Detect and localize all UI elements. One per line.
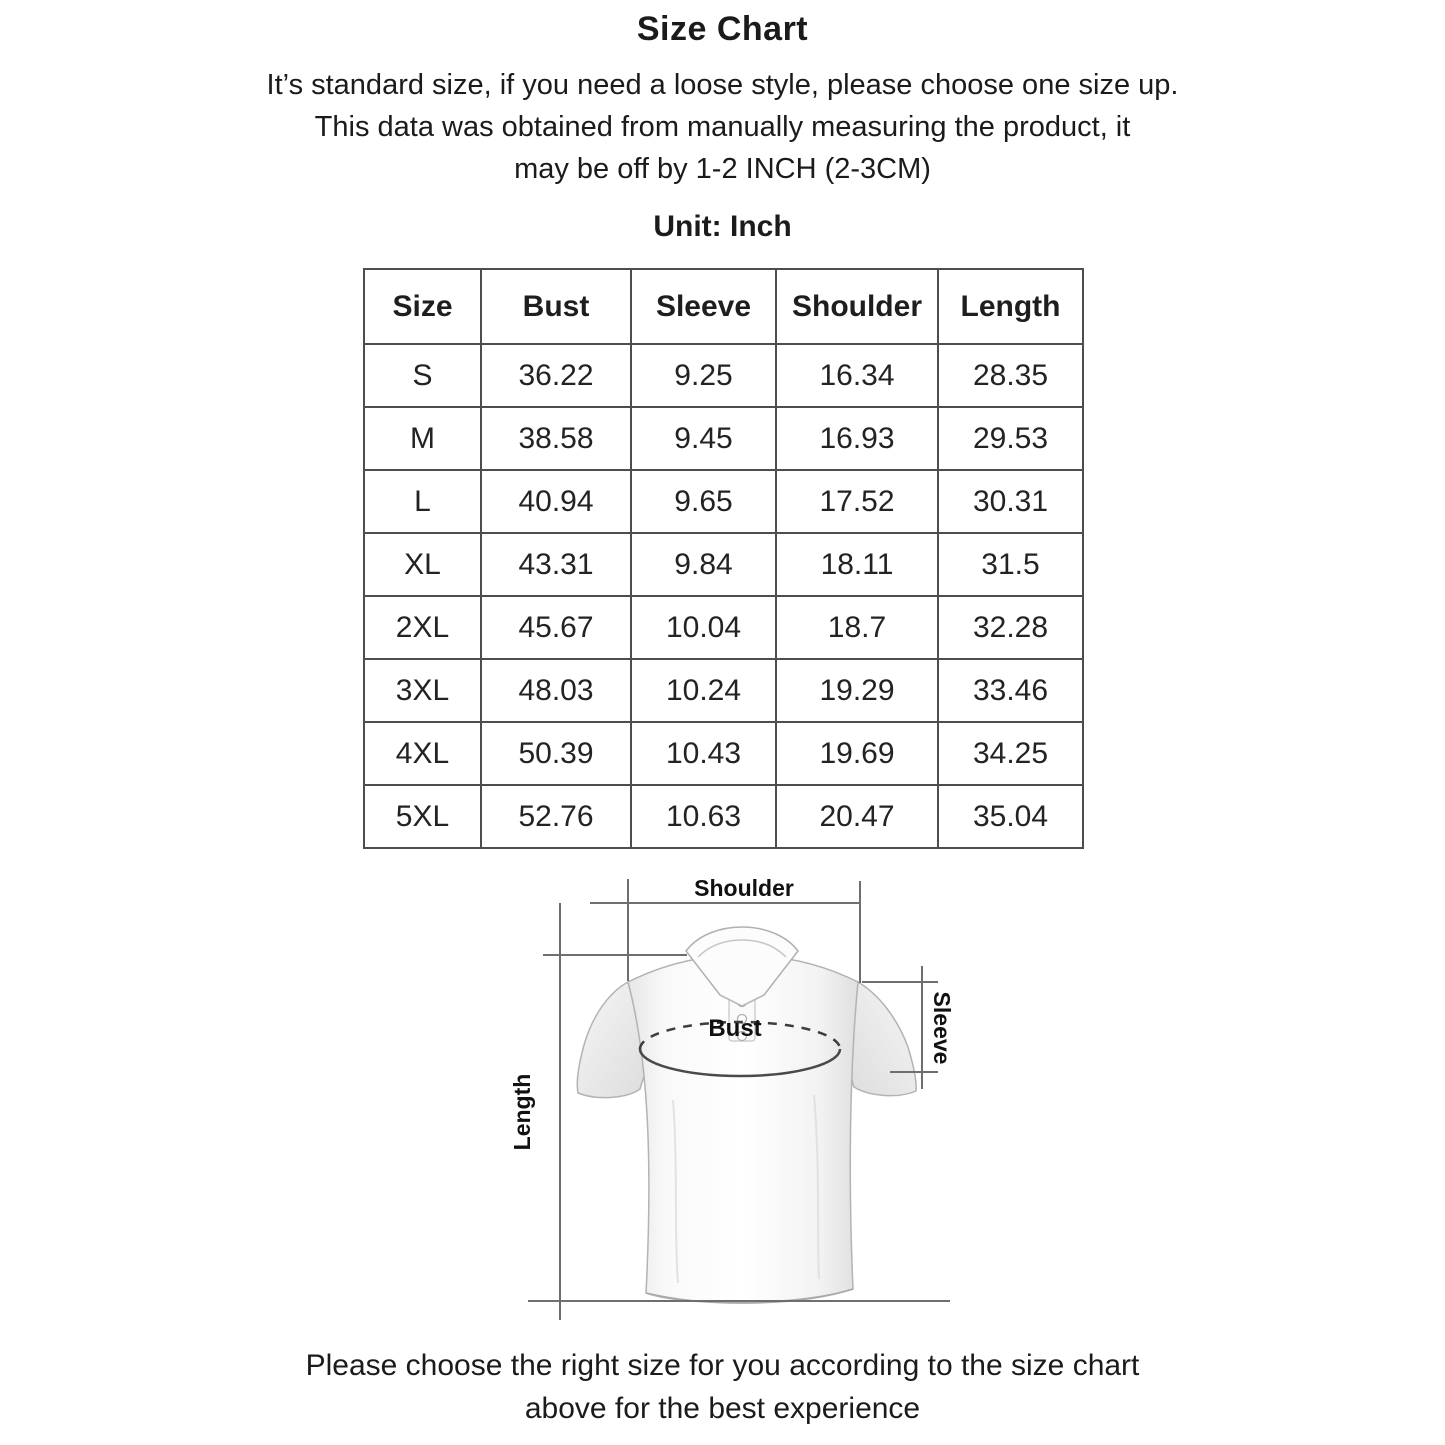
size-cell: M	[364, 407, 481, 470]
measurement-cell: 36.22	[481, 344, 631, 407]
table-row	[364, 533, 1083, 596]
column-header: Shoulder	[776, 269, 938, 344]
measurement-cell: 10.43	[631, 722, 776, 785]
size-cell: L	[364, 470, 481, 533]
measurement-cell: 38.58	[481, 407, 631, 470]
table-row	[364, 407, 1083, 470]
measurement-cell: 52.76	[481, 785, 631, 848]
measurement-cell: 28.35	[938, 344, 1083, 407]
measurement-cell: 33.46	[938, 659, 1083, 722]
polo-shirt-shape	[577, 927, 916, 1303]
size-table-header	[364, 269, 1083, 344]
size-note	[0, 64, 1445, 190]
size-note-line: It’s standard size, if you need a loose style, please choose one size up.	[266, 69, 1179, 101]
measurement-cell: 20.47	[776, 785, 938, 848]
length-label: Length	[509, 1073, 535, 1151]
measurement-cell: 9.45	[631, 407, 776, 470]
table-row	[364, 344, 1083, 407]
measurement-cell: 16.34	[776, 344, 938, 407]
shoulder-label: Shoulder	[694, 875, 794, 901]
measurement-cell: 34.25	[938, 722, 1083, 785]
size-cell: 3XL	[364, 659, 481, 722]
measurement-cell: 19.29	[776, 659, 938, 722]
measurement-cell: 9.84	[631, 533, 776, 596]
size-table-body	[364, 344, 1083, 848]
table-row	[364, 722, 1083, 785]
measurement-cell: 16.93	[776, 407, 938, 470]
measurement-cell: 18.11	[776, 533, 938, 596]
measurement-cell: 48.03	[481, 659, 631, 722]
footer-note-line: Please choose the right size for you according to the size chart	[305, 1349, 1140, 1382]
sleeve-label: Sleeve	[929, 991, 955, 1065]
measurement-cell: 17.52	[776, 470, 938, 533]
size-cell: S	[364, 344, 481, 407]
column-header: Size	[364, 269, 481, 344]
measurement-cell: 31.5	[938, 533, 1083, 596]
measurement-cell: 30.31	[938, 470, 1083, 533]
footer-note	[0, 1344, 1445, 1430]
table-row	[364, 659, 1083, 722]
measurement-cell: 29.53	[938, 407, 1083, 470]
measurement-cell: 9.65	[631, 470, 776, 533]
measurement-cell: 10.04	[631, 596, 776, 659]
measurement-cell: 40.94	[481, 470, 631, 533]
column-header: Length	[938, 269, 1083, 344]
size-table	[363, 268, 1084, 849]
header-row	[364, 269, 1083, 344]
measurement-cell: 45.67	[481, 596, 631, 659]
size-note-line: This data was obtained from manually measuring the product, it	[314, 111, 1131, 143]
unit-label: Unit: Inch	[653, 210, 792, 243]
table-row	[364, 596, 1083, 659]
measurement-cell: 10.24	[631, 659, 776, 722]
column-header: Sleeve	[631, 269, 776, 344]
measurement-cell: 35.04	[938, 785, 1083, 848]
size-cell: 5XL	[364, 785, 481, 848]
measurement-cell: 10.63	[631, 785, 776, 848]
size-cell: XL	[364, 533, 481, 596]
measurement-cell: 18.7	[776, 596, 938, 659]
table-row	[364, 470, 1083, 533]
footer-note-line: above for the best experience	[524, 1392, 921, 1425]
measurement-cell: 43.31	[481, 533, 631, 596]
polo-shirt-illustration	[470, 865, 1010, 1340]
column-header: Bust	[481, 269, 631, 344]
measurement-cell: 9.25	[631, 344, 776, 407]
size-cell: 2XL	[364, 596, 481, 659]
page-title: Size Chart	[636, 10, 809, 48]
measurement-cell: 19.69	[776, 722, 938, 785]
size-cell: 4XL	[364, 722, 481, 785]
table-row	[364, 785, 1083, 848]
measurement-cell: 50.39	[481, 722, 631, 785]
bust-label: Bust	[708, 1015, 762, 1042]
measurement-cell: 32.28	[938, 596, 1083, 659]
measurement-diagram	[470, 865, 1010, 1340]
size-note-line: may be off by 1-2 INCH (2-3CM)	[514, 153, 931, 185]
